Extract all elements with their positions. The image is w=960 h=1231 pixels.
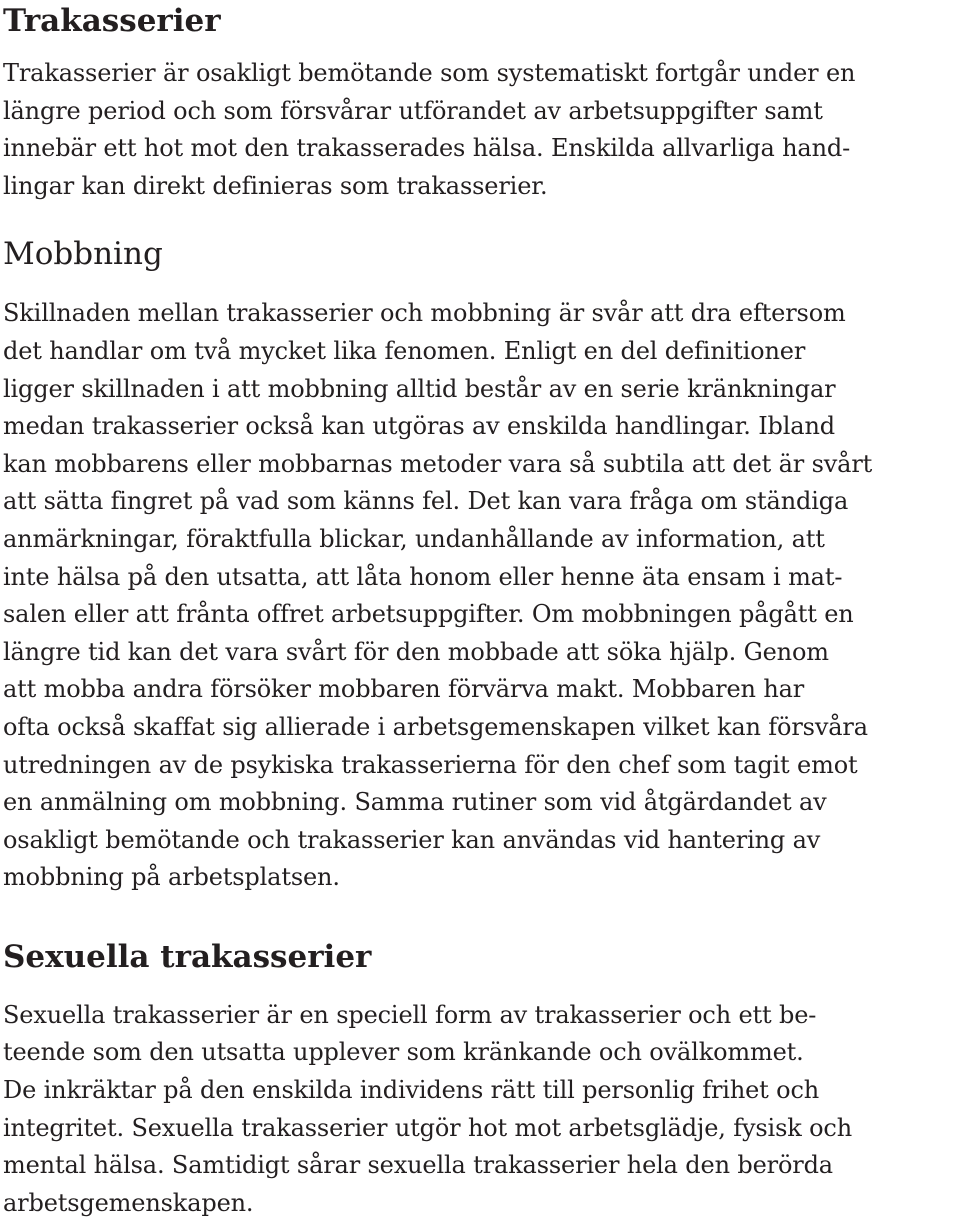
text-line: arbetsgemenskapen. (3, 1188, 254, 1217)
text-line: innebär ett hot mot den trakasserades hälsa. Enskilda allvarliga hand- (3, 134, 851, 163)
text-line: mental hälsa. Samtidigt sårar sexuella trakasserier hela den berörda (3, 1151, 833, 1180)
text-line: osakligt bemötande och trakasserier kan användas vid hantering av (3, 825, 821, 854)
section-heading: Sexuella trakasserier (3, 938, 372, 975)
text-line: teende som den utsatta upplever som kränkande och ovälkommet. (3, 1038, 804, 1067)
text-line: medan trakasserier också kan utgöras av enskilda handlingar. Ibland (3, 412, 835, 441)
document-page (3, 0, 955, 1222)
text-line: att sätta fingret på vad som känns fel. Det kan vara fråga om ständiga (3, 487, 849, 516)
section-heading: Mobbning (3, 236, 163, 273)
body-paragraph (3, 55, 955, 205)
text-line: ofta också skaffat sig allierade i arbetsgemenskapen vilket kan försvåra (3, 712, 868, 741)
text-line: kan mobbarens eller mobbarnas metoder vara så subtila att det är svårt (3, 449, 873, 478)
text-line: integritet. Sexuella trakasserier utgör hot mot arbetsglädje, fysisk och (3, 1113, 853, 1142)
text-line: längre tid kan det vara svårt för den mobbade att söka hjälp. Genom (3, 637, 829, 666)
text-line: Trakasserier är osakligt bemötande som systematiskt fortgår under en (3, 59, 856, 87)
text-line: salen eller att frånta offret arbetsuppgifter. Om mobbningen pågått en (3, 600, 854, 629)
body-paragraph (3, 997, 955, 1223)
section-mobbning (3, 234, 955, 897)
text-line: utredningen av de psykiska trakasserierna för den chef som tagit emot (3, 750, 858, 779)
section-heading: Trakasserier (3, 3, 221, 39)
text-line: inte hälsa på den utsatta, att låta honom eller henne äta ensam i mat- (3, 562, 843, 591)
text-line: att mobba andra försöker mobbaren förvärva makt. Mobbaren har (3, 675, 805, 704)
text-line: en anmälning om mobbning. Samma rutiner som vid åtgärdandet av (3, 788, 827, 817)
text-line: De inkräktar på den enskilda individens rätt till personlig frihet och (3, 1076, 820, 1105)
section-sexuella-trakasserier (3, 937, 955, 1223)
text-line: det handlar om två mycket lika fenomen. Enligt en del definitioner (3, 336, 806, 365)
body-paragraph (3, 295, 955, 897)
text-line: lingar kan direkt definieras som trakasserier. (3, 171, 548, 200)
text-line: mobbning på arbetsplatsen. (3, 863, 340, 892)
section-trakasserier (3, 0, 955, 205)
text-line: ligger skillnaden i att mobbning alltid består av en serie kränkningar (3, 374, 836, 403)
text-line: längre period och som försvårar utförandet av arbetsuppgifter samt (3, 96, 823, 125)
text-line: Skillnaden mellan trakasserier och mobbning är svår att dra eftersom (3, 299, 846, 328)
text-line: Sexuella trakasserier är en speciell form av trakasserier och ett be- (3, 1000, 817, 1029)
text-line: anmärkningar, föraktfulla blickar, undanhållande av information, att (3, 524, 825, 553)
